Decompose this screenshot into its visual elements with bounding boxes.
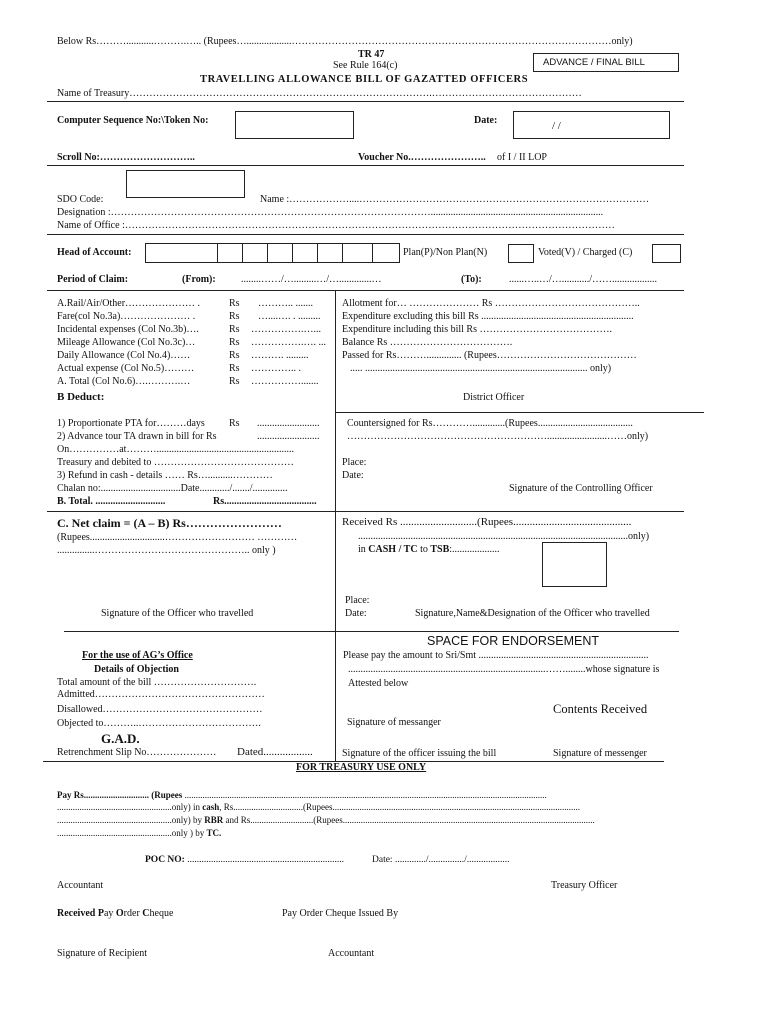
- cheque-ay: ay: [103, 908, 116, 919]
- tsb-label: TSB: [430, 544, 450, 555]
- received-line[interactable]: Received Rs ............................(Rupees...........................................: [342, 516, 632, 528]
- actual-amount-field[interactable]: ………….. .: [251, 363, 301, 374]
- stamp-box[interactable]: [542, 542, 607, 587]
- pay-rs-line[interactable]: [57, 791, 547, 800]
- to-label: to: [417, 544, 431, 555]
- total-a-amount-field[interactable]: …………….......: [251, 376, 319, 387]
- tc-label: TC.: [206, 828, 222, 838]
- actual-expense-line: Actual expense (Col No.5)………: [57, 363, 195, 374]
- advance-line: 2) Advance tour TA drawn in bill for Rs: [57, 431, 217, 442]
- received-word: Received: [57, 908, 98, 919]
- objection-title: Details of Objection: [94, 664, 179, 675]
- accountant-label: Accountant: [57, 880, 104, 891]
- pta-amount-field[interactable]: .........................: [257, 418, 320, 429]
- received-mode-line[interactable]: [358, 545, 500, 555]
- b-total-line: B. Total. ............................: [57, 496, 166, 507]
- total-a-line: A. Total (Col No.6)….……….…: [57, 376, 191, 387]
- countersigned-line[interactable]: Countersigned for Rs………….............(Rupees......................................: [347, 418, 633, 429]
- account-cell[interactable]: [145, 243, 218, 263]
- bill-type-box: [533, 53, 679, 72]
- cheque-c: C: [142, 908, 150, 919]
- head-of-account-label: Head of Account:: [57, 247, 132, 258]
- divider: [47, 234, 684, 235]
- rs-label: Rs: [229, 337, 240, 348]
- sdo-code-box[interactable]: [126, 170, 245, 198]
- cheque-o: O: [115, 908, 124, 919]
- token-label: Computer Sequence No:\Token No:: [57, 115, 209, 126]
- period-to-label: (To):: [461, 274, 482, 285]
- dated-field[interactable]: Dated..................: [237, 746, 313, 758]
- sdo-code-label: SDO Code:: [57, 194, 104, 205]
- pta-line: 1) Proportionate PTA for………days: [57, 418, 205, 429]
- daily-amount-field[interactable]: ………. .........: [251, 350, 309, 361]
- scroll-no-field[interactable]: Scroll No:………………………..: [57, 152, 195, 163]
- period-label: Period of Claim:: [57, 274, 129, 285]
- gad-label: G.A.D.: [101, 731, 140, 746]
- poc-line[interactable]: [145, 856, 344, 866]
- officer-travelled-signature: Signature of the Officer who travelled: [101, 608, 254, 619]
- exp-including-line[interactable]: Expenditure including this bill Rs ………………………………….: [342, 324, 612, 335]
- accountant-label-2: Accountant: [328, 948, 375, 959]
- cheque-p: P: [97, 908, 104, 919]
- voucher-lop: of I / II LOP: [497, 152, 547, 163]
- divider: [64, 631, 679, 632]
- admitted-field[interactable]: Admitted……………………………………………: [57, 689, 265, 700]
- pay-to-line[interactable]: Please pay the amount to Sri/Smt ....................................................................: [343, 650, 649, 661]
- district-officer-label: District Officer: [463, 392, 525, 403]
- ag-office-title: For the use of AG’s Office: [82, 650, 193, 661]
- divider: [47, 511, 684, 512]
- total-bill-field[interactable]: Total amount of the bill ………………………….: [57, 677, 257, 688]
- whose-signature-line[interactable]: ...............................................................................……........whose signature is: [348, 664, 660, 675]
- tc-line-a[interactable]: ...................................................only ) by: [57, 828, 207, 838]
- treasury-officer-label: Treasury Officer: [551, 880, 618, 891]
- rs-label: Rs: [229, 363, 240, 374]
- mileage-amount-field[interactable]: …………….…. ...: [251, 337, 326, 348]
- cheque-heque: heque: [149, 908, 174, 919]
- cash-line[interactable]: [57, 803, 580, 812]
- messenger-signature: Signature of messenger: [553, 748, 647, 759]
- travelled-officer-full-signature: Signature,Name&Designation of the Officer who travelled: [415, 608, 650, 619]
- passed-line[interactable]: Passed for Rs……….............. (Rupees……………………………………: [342, 350, 637, 361]
- pay-rs-label: Pay Rs.............................: [57, 790, 149, 800]
- objected-field[interactable]: Objected to………..……………………………….: [57, 718, 261, 729]
- tc-line[interactable]: [57, 829, 221, 838]
- treasury-debited-line[interactable]: Treasury and debited to ……………………………………: [57, 457, 294, 468]
- cheque-rder: rder: [123, 908, 143, 919]
- rupees-dots[interactable]: .................................................................................................................................................................: [182, 790, 547, 800]
- designation-field[interactable]: Designation :…………………………………………………………………………………….....................................................................: [57, 207, 604, 218]
- retrenchment-field[interactable]: Retrenchment Slip No…………………: [57, 747, 217, 758]
- cheque-issued-label: Pay Order Cheque Issued By: [282, 908, 399, 919]
- cash-line-a[interactable]: ...................................................only) in: [57, 802, 203, 812]
- b-total-amount-field[interactable]: Rs.....................................: [213, 496, 317, 507]
- rs-label: Rs: [229, 350, 240, 361]
- place-label: Place:: [342, 457, 367, 468]
- period-to-field[interactable]: ......…..…/….........../……..................: [509, 274, 658, 285]
- plan-box[interactable]: [508, 244, 534, 263]
- divider: [47, 165, 684, 166]
- net-rupees-line[interactable]: (Rupees..............................……………………… …………: [57, 532, 298, 543]
- in-label: in: [358, 544, 369, 555]
- refund-line[interactable]: 3) Refund in cash - details …… Rs…..........…………: [57, 470, 273, 481]
- endorsement-title: SPACE FOR ENDORSEMENT: [427, 634, 600, 648]
- poc-date-field[interactable]: Date: ............./.............../..................: [372, 855, 510, 865]
- rbr-line-a[interactable]: ...................................................only) by: [57, 815, 205, 825]
- rail-air-line: A.Rail/Air/Other………………… .: [57, 298, 201, 309]
- treasury-name-field[interactable]: Name of Treasury……………………………………………………………………………….………………………………………: [57, 88, 582, 99]
- account-cell[interactable]: [217, 243, 243, 263]
- countersigned-cont-line[interactable]: ……………………………………………………........................……only): [347, 431, 649, 442]
- recipient-signature: Signature of Recipient: [57, 948, 147, 959]
- period-from-label: (From):: [182, 274, 216, 285]
- attested-below-label: Attested below: [348, 678, 409, 689]
- divider: [336, 412, 704, 413]
- account-cell[interactable]: [372, 243, 400, 263]
- net-only-line[interactable]: ...............……………………………………….. only ): [57, 545, 276, 556]
- voted-box[interactable]: [652, 244, 681, 263]
- rs-label: Rs: [229, 298, 240, 309]
- net-claim-line[interactable]: C. Net claim = (A – B) Rs……………………: [57, 516, 282, 530]
- cash-label: cash: [202, 802, 220, 812]
- received-cont-line[interactable]: ............................................................................................................only): [358, 531, 650, 542]
- issuing-officer-signature: Signature of the officer issuing the bill: [342, 748, 497, 759]
- contents-received-label: Contents Received: [553, 702, 648, 716]
- messanger-signature: Signature of messanger: [347, 717, 441, 728]
- treasury-use-title: FOR TREASURY USE ONLY: [296, 762, 427, 773]
- column-divider: [335, 291, 336, 762]
- officer-name-field[interactable]: Name :………………....……………………………………………………………………………: [260, 194, 650, 205]
- rs-label: Rs: [229, 324, 240, 335]
- tsb-field[interactable]: :...................: [449, 544, 500, 555]
- daily-allowance-line: Daily Allowance (Col No.4)……: [57, 350, 191, 361]
- date-label: Date:: [342, 470, 364, 481]
- account-cell[interactable]: [242, 243, 268, 263]
- allotment-line[interactable]: Allotment for… ………………… Rs ……………………………………..: [342, 298, 640, 309]
- poc-label: POC NO:: [145, 855, 185, 865]
- rail-amount-field[interactable]: ……….. .......: [258, 298, 313, 309]
- incidental-amount-field[interactable]: …………….…...: [251, 324, 321, 335]
- passed-cont-line[interactable]: ..... ......................................................................................... only): [350, 363, 612, 374]
- rbr-line[interactable]: [57, 816, 595, 825]
- rs-label: Rs: [229, 376, 240, 387]
- b-deduct-label: B Deduct:: [57, 391, 105, 403]
- rbr-label: RBR: [204, 815, 224, 825]
- chalan-line[interactable]: Chalan no:................................Date............/......./..............: [57, 483, 288, 494]
- place-label: Place:: [345, 595, 370, 606]
- account-cell[interactable]: [342, 243, 373, 263]
- rs-label: Rs: [229, 418, 240, 429]
- received-cheque-label: [57, 909, 173, 919]
- date-input-box[interactable]: [513, 111, 670, 139]
- disallowed-field[interactable]: Disallowed…………………………………………: [57, 704, 263, 715]
- mileage-line: Mileage Allowance (Col No.3c)…: [57, 337, 196, 348]
- bill-type-label: ADVANCE / FINAL BILL: [543, 57, 645, 68]
- incidental-line: Incidental expenses (Col No.3b)….: [57, 324, 199, 335]
- rupees-label: (Rupees: [149, 790, 183, 800]
- form-title: TRAVELLING ALLOWANCE BILL OF GAZATTED OFFICERS: [200, 74, 529, 85]
- divider: [47, 290, 684, 291]
- account-cell[interactable]: [317, 243, 343, 263]
- token-input-box[interactable]: [235, 111, 354, 139]
- on-at-line[interactable]: On……………at……….......................................................: [57, 444, 294, 455]
- cash-line-b[interactable]: , Rs...............................(Rupees..............................................................................................................: [219, 802, 581, 812]
- date-label: Date:: [345, 608, 367, 619]
- date-placeholder: / /: [552, 120, 561, 132]
- period-from-field[interactable]: ........……/….........…/….............…: [241, 274, 382, 285]
- poc-field[interactable]: ..................................................................: [184, 855, 344, 865]
- account-cell[interactable]: [267, 243, 293, 263]
- rs-label: Rs: [229, 311, 240, 322]
- date-label: Date:: [474, 115, 498, 126]
- voucher-no-field[interactable]: Voucher No.…………………..: [358, 152, 486, 163]
- balance-line[interactable]: Balance Rs ……………………………….: [342, 337, 513, 348]
- office-name-field[interactable]: Name of Office :…………………………………………………………………………………………………………………………………: [57, 220, 615, 231]
- plan-label: Plan(P)/Non Plan(N): [403, 247, 488, 258]
- exp-excluding-line[interactable]: Expenditure excluding this bill Rs .............................................................: [342, 311, 634, 322]
- fare-amount-field[interactable]: …....…. . .........: [258, 311, 321, 322]
- form-number: TR 47: [358, 49, 385, 60]
- controlling-officer-signature: Signature of the Controlling Officer: [509, 483, 653, 494]
- rule-reference: See Rule 164(c): [333, 60, 398, 71]
- rbr-line-b[interactable]: and Rs............................(Rupees................................................................................................................: [223, 815, 595, 825]
- advance-amount-field[interactable]: .........................: [257, 431, 320, 442]
- account-cell[interactable]: [292, 243, 318, 263]
- voted-label: Voted(V) / Charged (C): [538, 247, 633, 258]
- fare-line: Fare(col No.3a)………………… .: [57, 311, 196, 322]
- divider: [47, 101, 684, 102]
- below-rs-line: Below Rs………...........……….….. (Rupees…..................……………………………………………………………………………………only): [57, 36, 633, 47]
- cash-tc-label: CASH / TC: [368, 544, 418, 555]
